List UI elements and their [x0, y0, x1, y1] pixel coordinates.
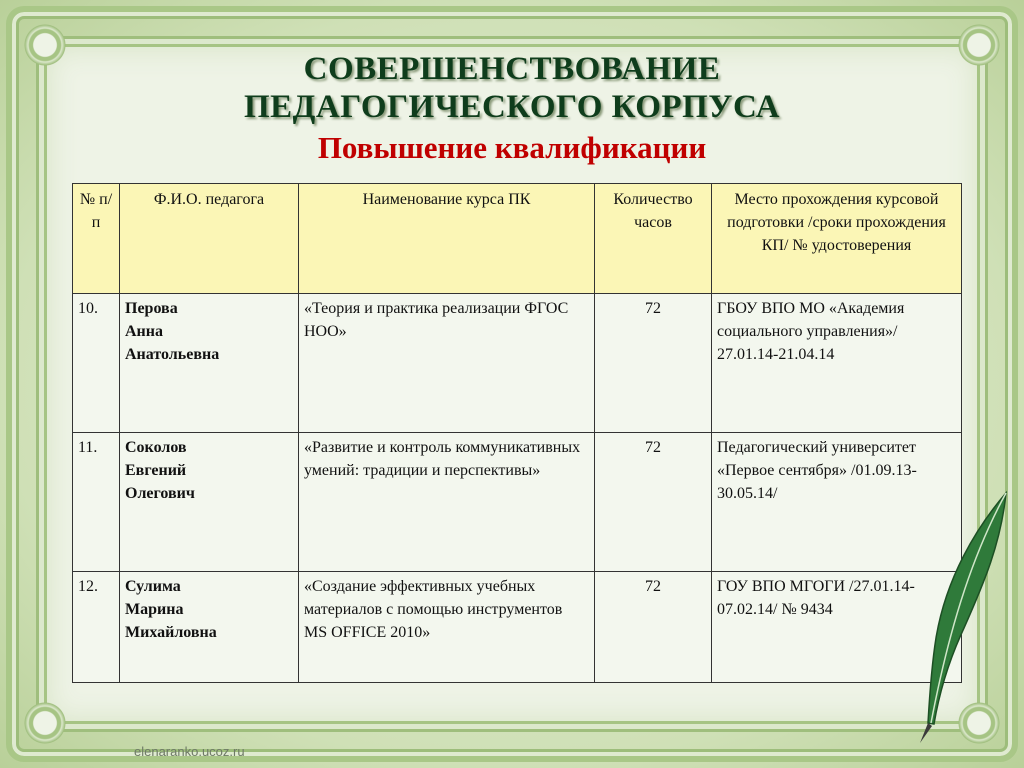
course-place: ГБОУ ВПО МО «Академия социального управления»/ 27.01.14-21.04.14	[712, 294, 962, 433]
course-hours: 72	[595, 294, 712, 433]
teacher-patronymic: Анатольевна	[125, 346, 220, 363]
teacher-surname: Сулима	[125, 578, 181, 595]
header-place: Место прохождения курсовой подготовки /сроки прохождения КП/ № удостоверения	[712, 184, 962, 294]
title-block	[0, 50, 1024, 166]
course-hours: 72	[595, 433, 712, 572]
teacher-name	[120, 294, 299, 433]
table-row	[73, 294, 962, 433]
course-place: Педагогический университет «Первое сентября» /01.09.13-30.05.14/	[712, 433, 962, 572]
teacher-name	[120, 433, 299, 572]
teacher-first-name: Марина	[125, 601, 184, 618]
teacher-surname: Соколов	[125, 439, 187, 456]
header-name: Ф.И.О. педагога	[120, 184, 299, 294]
slide-title-line-2: ПЕДАГОГИЧЕСКОГО КОРПУСА	[244, 89, 780, 125]
teacher-first-name: Евгений	[125, 462, 187, 479]
header-course: Наименование курса ПК	[299, 184, 595, 294]
row-num: 11.	[73, 433, 120, 572]
row-num: 12.	[73, 572, 120, 683]
table-row	[73, 433, 962, 572]
header-hours: Количество часов	[595, 184, 712, 294]
teacher-first-name: Анна	[125, 323, 163, 340]
course-name: «Теория и практика реализации ФГОС НОО»	[299, 294, 595, 433]
quill-pen-icon	[906, 488, 1016, 748]
course-name: «Создание эффективных учебных материалов с помощью инструментов MS OFFICE 2010»	[299, 572, 595, 683]
course-name: «Развитие и контроль коммуникативных умений: традиции и перспективы»	[299, 433, 595, 572]
teacher-name	[120, 572, 299, 683]
course-hours: 72	[595, 572, 712, 683]
row-num: 10.	[73, 294, 120, 433]
slide-subtitle: Повышение квалификации	[317, 130, 707, 165]
teacher-patronymic: Михайловна	[125, 624, 217, 641]
course-table	[72, 183, 962, 683]
teacher-patronymic: Олегович	[125, 485, 195, 502]
frame-corner-ornament-icon	[22, 700, 68, 746]
table-header-row	[73, 184, 962, 294]
footer-url: elenaranko.ucoz.ru	[134, 744, 245, 759]
header-num: № п/п	[73, 184, 120, 294]
table-row	[73, 572, 962, 683]
course-place: ГОУ ВПО МГОГИ /27.01.14-07.02.14/ № 9434	[712, 572, 962, 683]
slide-title-line-1: СОВЕРШЕНСТВОВАНИЕ	[303, 51, 721, 87]
teacher-surname: Перова	[125, 300, 178, 317]
